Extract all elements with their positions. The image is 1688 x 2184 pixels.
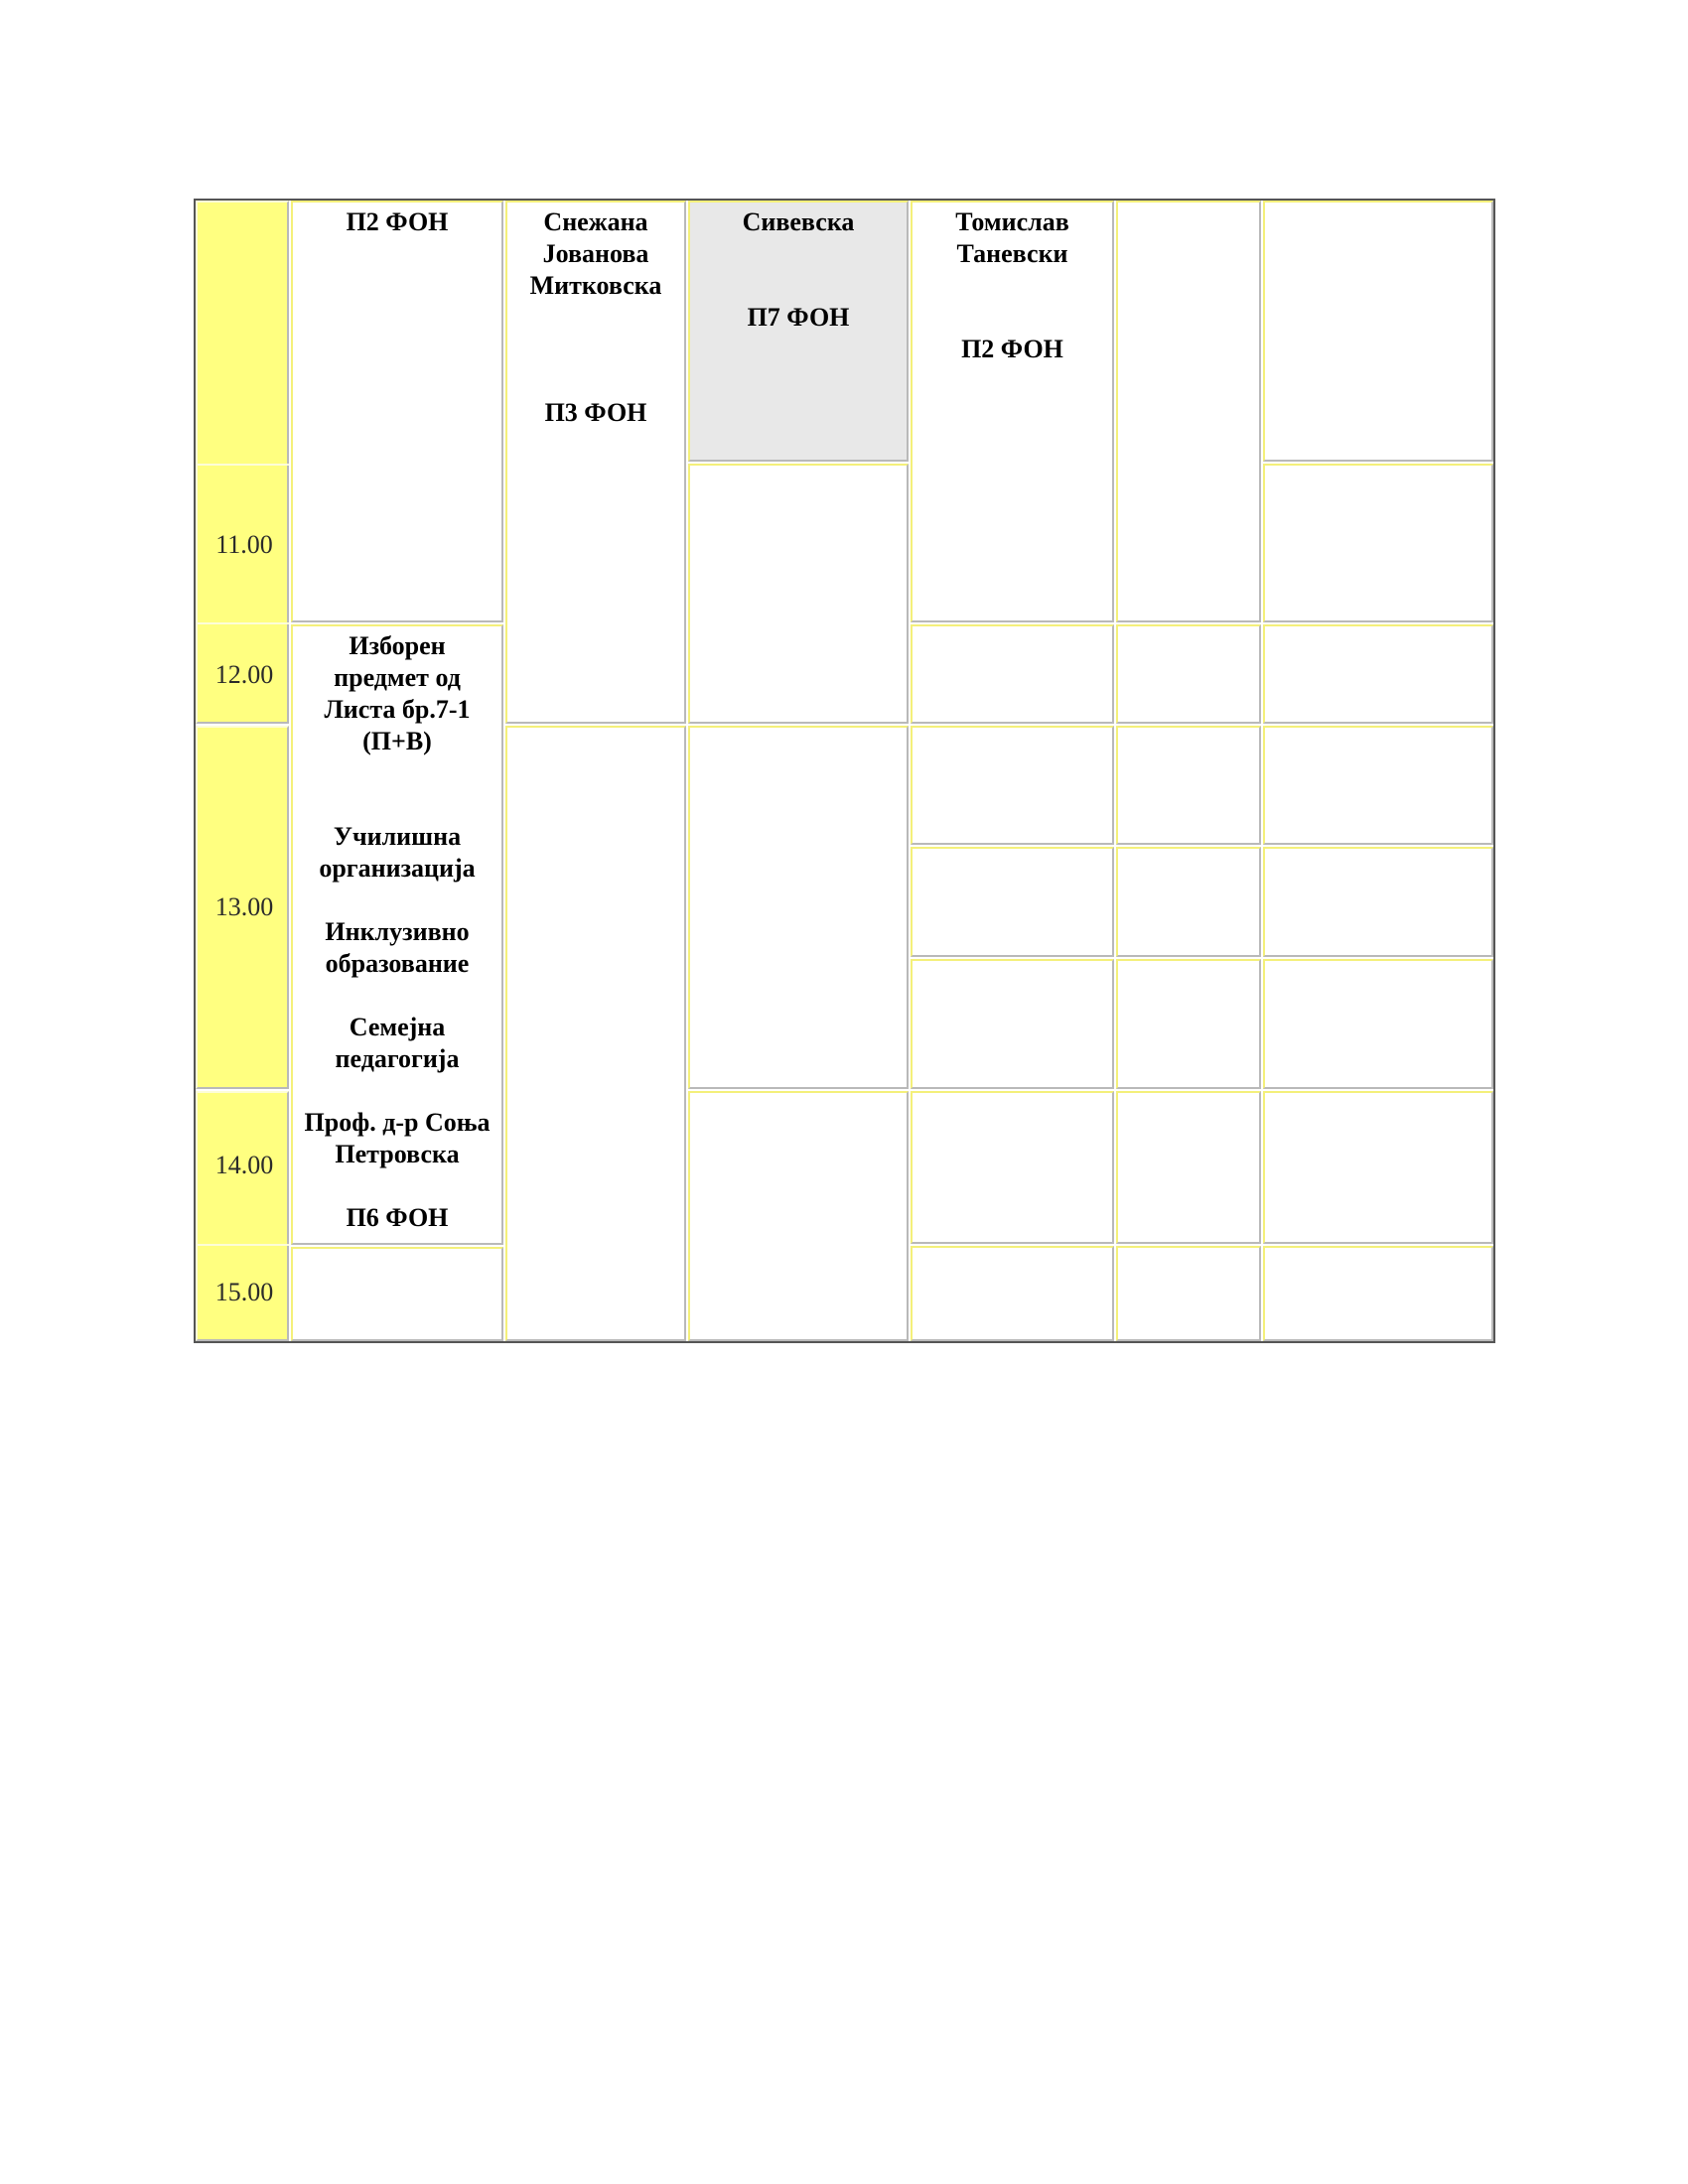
cell-col5-row3 [1116,726,1261,845]
cell-col6-row4 [1263,726,1493,845]
cell-col1-top: П2 ФОН [291,201,503,622]
cell-col2-top: Снежана Јованова Митковска П3 ФОН [505,201,686,724]
time-label-13: 13.00 [214,892,274,921]
time-divider [196,622,289,624]
cell-col1-bottom [291,1247,503,1341]
cell-col5-top [1116,201,1261,622]
cell-col4-row2 [911,624,1114,724]
time-block-3 [196,1091,289,1341]
cell-col6-row7 [1263,1091,1493,1244]
schedule-table [194,199,1495,1343]
cell-col4-row4 [911,847,1114,957]
cell-col2-bottom [505,726,686,1341]
cell-col4-row5 [911,959,1114,1089]
cell-col4-row3 [911,726,1114,845]
time-divider [196,1244,289,1246]
cell-col5-row6 [1116,1091,1261,1244]
time-label-11: 11.00 [215,530,273,559]
cell-col4-row7 [911,1246,1114,1341]
cell-col4-row6 [911,1091,1114,1244]
cell-col3-row3 [688,726,909,1089]
cell-col6-row2 [1263,464,1493,622]
cell-col4-top: Томислав Таневски П2 ФОН [911,201,1114,622]
cell-col3-row2 [688,464,909,724]
cell-col6-row8 [1263,1246,1493,1341]
time-divider [196,464,289,466]
cell-col6-row6 [1263,959,1493,1089]
cell-col6-row3 [1263,624,1493,724]
time-label-15: 15.00 [214,1278,274,1306]
cell-col5-row2 [1116,624,1261,724]
cell-col3-row4 [688,1091,909,1341]
cell-col3-top: Сивевска П7 ФОН [688,201,909,462]
time-block-1 [196,201,289,724]
cell-col5-row4 [1116,847,1261,957]
cell-col5-row5 [1116,959,1261,1089]
cell-col6-row5 [1263,847,1493,957]
time-block-2 [196,726,289,1089]
time-label-12: 12.00 [214,660,274,689]
cell-col5-row7 [1116,1246,1261,1341]
cell-col1-elective: Изборен предмет од Листа бр.7-1 (П+В) Училишна организација Инклузивно образование Семејна педагогија Проф. д-р Соња Петровска П6 ФОН [291,624,503,1245]
time-label-14: 14.00 [214,1151,274,1179]
cell-col6-row1 [1263,201,1493,462]
